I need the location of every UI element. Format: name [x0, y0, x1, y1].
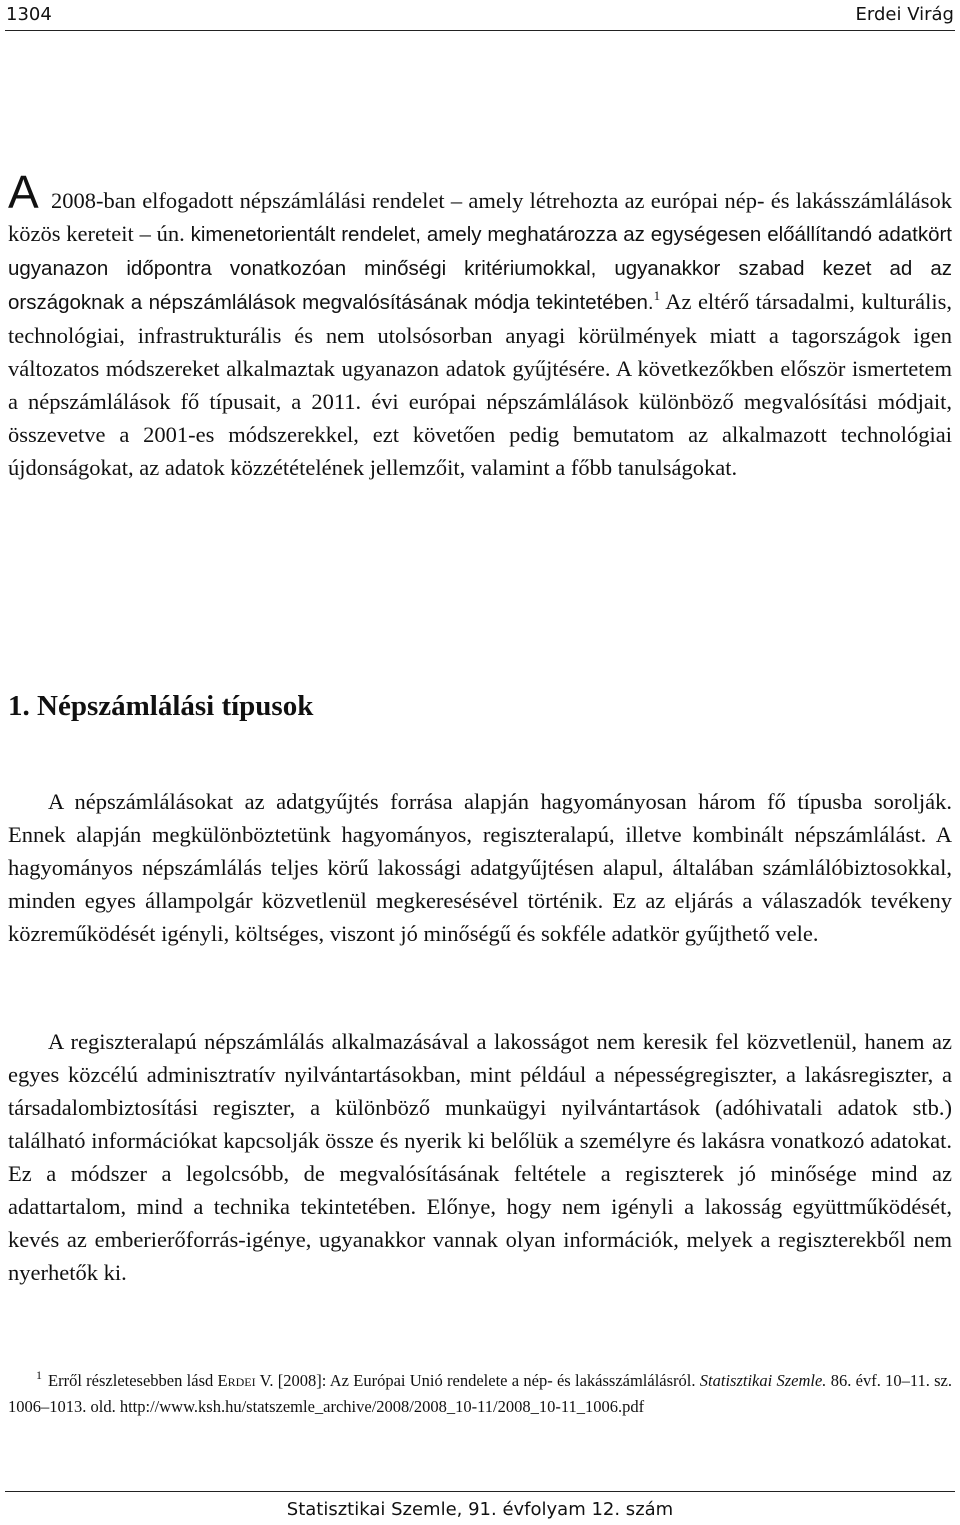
header-rule	[5, 30, 955, 31]
running-footer: Statisztikai Szemle, 91. évfolyam 12. szám	[286, 1499, 674, 1520]
page-number: 1304	[6, 3, 52, 25]
footnote-details: 86. évf. 10–11. sz. 1006–1013. old. http://www.ksh.hu/statszemle_archive/2008/2008_10-11/2008_10-11_1006.pdf	[8, 1371, 953, 1416]
intro-text-a: 2008-ban elfogadott népszámlálási rendelet – amely létrehozta az európai nép- és lakásszámlálások közös kereteit – ún.	[8, 188, 952, 246]
header-author: Erdei Virág	[855, 3, 954, 25]
footnote-journal: Statisztikai Szemle.	[699, 1371, 827, 1390]
footnote-author: Erdei	[217, 1371, 256, 1390]
footnote-text: V. [2008]: Az Európai Unió rendelete a nép- és lakásszámlálásról.	[255, 1371, 700, 1390]
drop-cap: A	[8, 166, 39, 218]
footnote-number: 1	[36, 1368, 42, 1382]
footer-rule	[5, 1491, 955, 1492]
footnote-reference[interactable]: 1	[653, 288, 661, 303]
intro-paragraph	[8, 166, 953, 484]
body-paragraph: A népszámlálásokat az adatgyűjtés forrása alapján hagyományosan három fő típusba sorolják. Ennek alapján megkülönböztetünk hagyományos, regiszteralapú, illetve kombinált népszámlálást. A hagyományos népszámlálás teljes körű lakossági adatgyűjtésen alapul, általában számlálóbiztosokkal, minden egyes állampolgár közvetlenül megkeresésével történik. Ez az eljárás a válaszadók tevékeny közreműködését igényli, költséges, viszont jó minőségű és sokféle adatkör gyűjthető vele.	[8, 789, 952, 946]
intro-text-b: kimenetorientált rendelet, amely meghatározza az egységesen előállítandó adatkört ugyanazon időpontra vonatkozóan minőségi kritériumokkal, ugyanakkor szabad kezet ad az országoknak a népszámlálások megvalósításának módja tekintetében.	[8, 223, 953, 314]
body-paragraph: A regiszteralapú népszámlálás alkalmazásával a lakosságot nem keresik fel közvetlenül, hanem az egyes közcélú adminisztratív nyilvántartásokban, mint például a népességregiszter, a lakásregiszter, a társadalombiztosítási regiszter, a különböző munkaügyi nyilvántartások (adóhivatali adatok stb.) található információkat kapcsolják össze és nyerik ki belőlük a személyre és lakásra vonatkozó adatokat. Ez a módszer a legolcsóbb, de megvalósításának feltétele a regiszterek jó minősége mind az adattartalom, mind a technika tekintetében. Előnye, hogy nem igényli a lakosság együttműködését, kevés az emberierőforrás-igénye, ugyanakkor vannak olyan információk, melyek a regiszterekből nem nyerhetők ki.	[8, 1029, 952, 1285]
running-header	[6, 2, 954, 26]
footnote-text: Erről részletesebben lásd	[48, 1371, 218, 1390]
footnote	[8, 1368, 952, 1420]
intro-text-c: Az eltérő társadalmi, kulturális, technológiai, infrastrukturális és nem utolsósorban anyagi körülmények miatt a tagországok igen változatos módszereket alkalmaztak ugyanazon adatok gyűjtésére. A következőkben először ismertetem a népszámlálások fő típusait, a 2011. évi európai népszámlálások különböző megvalósítási módjait, összevetve a 2001-es módszerekkel, ezt követően pedig bemutatom az alkalmazott technológiai újdonságokat, az adatok közzétételének jellemzőit, valamint a főbb tanulságokat.	[8, 289, 952, 480]
section-heading: 1. Népszámlálási típusok	[8, 690, 314, 722]
